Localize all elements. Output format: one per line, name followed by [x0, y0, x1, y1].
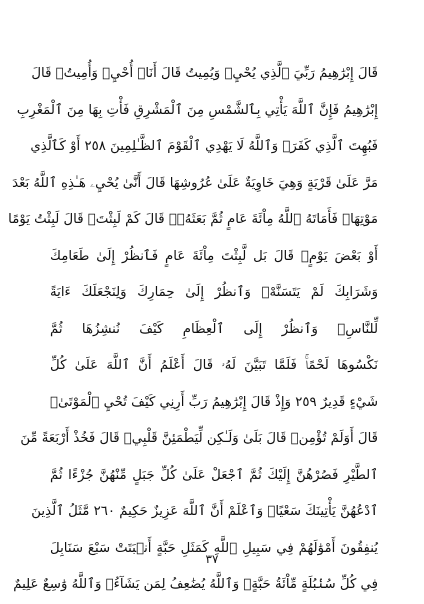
text-line: ٱلطَّيْرِ فَصُرْهُنَّ إِلَيْكَ ثُمَّ ٱجْعَلْ عَلَىٰ كُلِّ جَبَلٍ مِّنْهُنَّ جُزْءًا ثُمَّ	[50, 467, 378, 483]
text-line: ٱدْعُهُنَّ يَأْتِينَكَ سَعْيًاۚ وَٱعْلَمْ أَنَّ ٱللَّهَ عَزِيزٌ حَكِيمٌ ٢٦٠ مَّثَلُ ٱلَّذِينَ	[31, 504, 378, 519]
text-line: مَرَّ عَلَىٰ قَرْيَةٍ وَهِيَ خَاوِيَةٌ عَلَىٰ عُرُوشِهَا قَالَ أَنَّىٰ يُحْيِۦ هَـٰذِهِ ٱللَّهُ بَعْدَ	[12, 175, 378, 191]
text-line: لِّلنَّاسِۖ وَٱنظُرْ إِلَى ٱلْعِظَامِ كَيْفَ نُنشِزُهَا ثُمَّ	[50, 321, 378, 337]
text-line: شَيْءٍ قَدِيرٌ ٢٥٩ وَإِذْ قَالَ إِبْرَٰهِيمُ رَبِّ أَرِنِي كَيْفَ تُحْيِ ٱلْمَوْتَىٰۖ	[50, 394, 379, 410]
text-line: قَالَ إِبْرَٰهِيمُ رَبِّيَ ٱلَّذِي يُحْيِۦ وَيُمِيتُ قَالَ أَنَا۠ أُحْيِۦ وَأُمِيتُۖ قَالَ	[31, 66, 378, 81]
text-line: نَكْسُوهَا لَحْمًاۚ فَلَمَّا تَبَيَّنَ لَهُۥ قَالَ أَعْلَمُ أَنَّ ٱللَّهَ عَلَىٰ كُلِّ	[50, 358, 378, 373]
text-line: يُنفِقُونَ أَمْوَٰلَهُمْ فِي سَبِيلِ ٱللَّهِ كَمَثَلِ حَبَّةٍ أَنۢبَتَتْ سَبْعَ سَنَابِلَ	[50, 540, 378, 556]
quran-text-block	[8, 56, 379, 604]
text-line: إِبْرَٰهِيمُ فَإِنَّ ٱللَّهَ يَأْتِي بِٱلشَّمْسِ مِنَ ٱلْمَشْرِقِ فَأْتِ بِهَا مِنَ ٱلْمَغْرِبِ	[16, 102, 378, 118]
page-number: ٣٧	[205, 552, 219, 566]
text-line: فَبُهِتَ ٱلَّذِي كَفَرَۗ وَٱللَّهُ لَا يَهْدِي ٱلْقَوْمَ ٱلظَّـٰلِمِينَ ٢٥٨ أَوْ كَٱلَّذِي	[30, 139, 378, 154]
text-line: وَشَرَابِكَ لَمْ يَتَسَنَّهْۖ وَٱنظُرْ إِلَىٰ حِمَارِكَ وَلِنَجْعَلَكَ ءَايَةً	[50, 285, 378, 300]
text-line: أَوْ بَعْضَ يَوْمٍۖ قَالَ بَل لَّبِثْتَ مِاْئَةَ عَامٍ فَٱنظُرْ إِلَىٰ طَعَامِكَ	[50, 248, 378, 264]
text-line: قَالَ أَوَلَمْ تُؤْمِنۖ قَالَ بَلَىٰ وَلَـٰكِن لِّيَطْمَئِنَّ قَلْبِيۖ قَالَ فَخُذْ أَرْبَعَةً مِّنَ	[20, 431, 378, 446]
text-line: فِي كُلِّ سُنۢبُلَةٍ مِّاْئَةُ حَبَّةٍۗ وَٱللَّهُ يُضَٰعِفُ لِمَن يَشَآءُۗ وَٱللَّهُ وَٰسِعٌ عَلِيمٌ	[13, 577, 378, 592]
text-line: مَوْتِهَاۖ فَأَمَاتَهُ ٱللَّهُ مِاْئَةَ عَامٍ ثُمَّ بَعَثَهُۥۖ قَالَ كَمْ لَبِثْتَۖ قَالَ لَبِثْتُ يَوْمًا	[8, 212, 378, 227]
